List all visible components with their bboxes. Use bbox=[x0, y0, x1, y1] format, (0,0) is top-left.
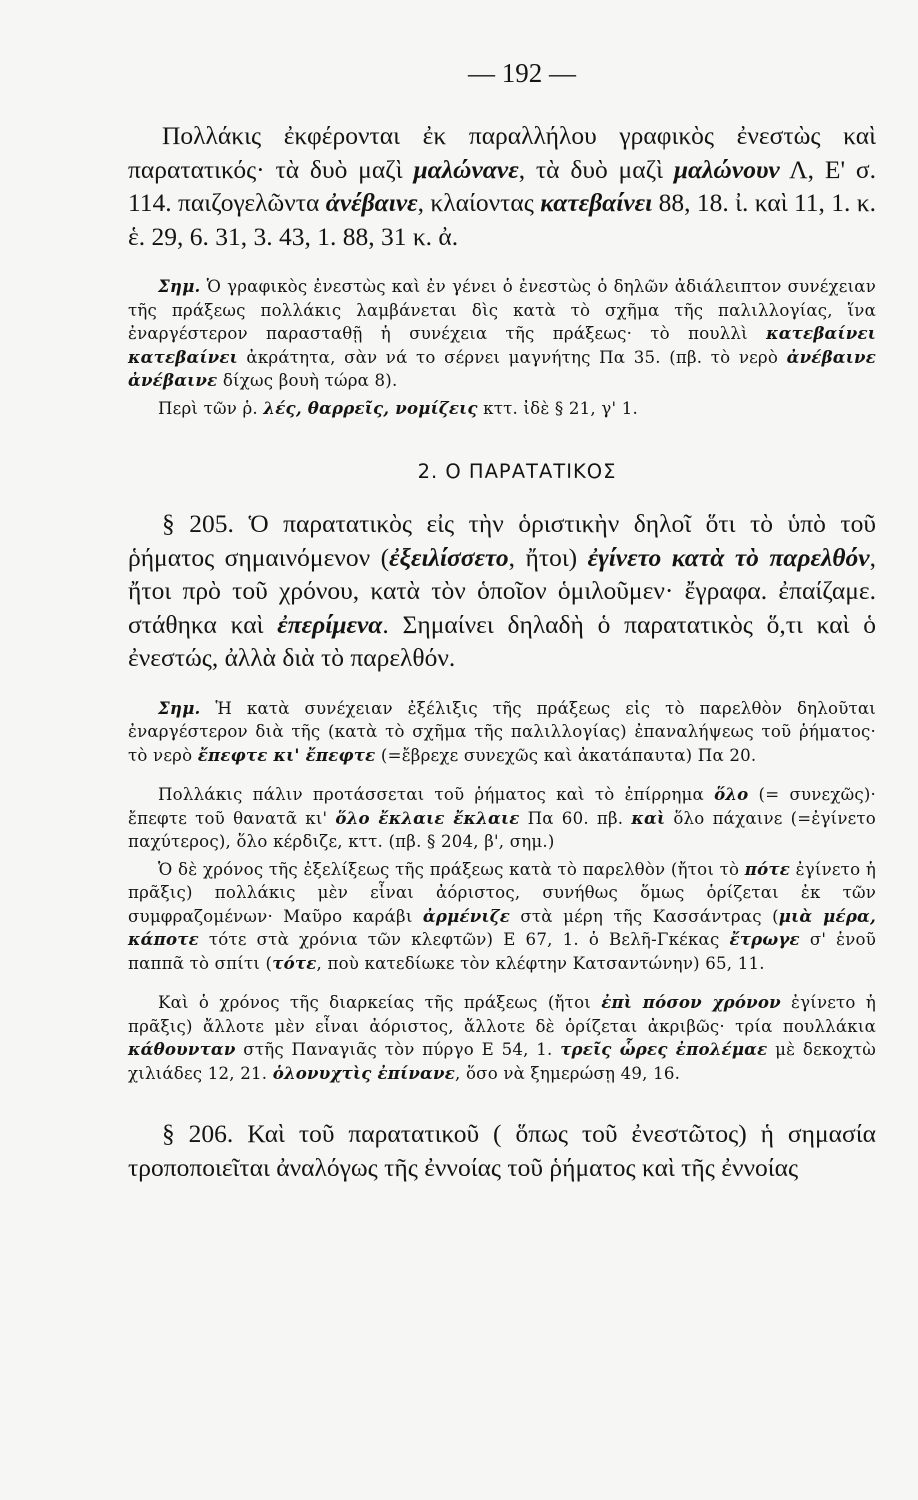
text-run: 88, 18. ἰ. καὶ 11, 1. κ. ἑ. 29, 6. 31, 3. 43, 1. 88, 31 κ. ἀ. bbox=[128, 188, 876, 251]
emphasis: ἀνέβαινε bbox=[325, 188, 418, 217]
note-repetition bbox=[128, 275, 876, 393]
emphasis: ἔτρωγε bbox=[729, 929, 800, 949]
text-run: στὰ μέρη τῆς Κασσάντρας ( bbox=[510, 906, 779, 926]
text-run: , κλαίοντας bbox=[417, 188, 541, 217]
emphasis: κάθουνταν bbox=[128, 1039, 236, 1059]
text-run: , ἤτοι) bbox=[508, 542, 588, 572]
emphasis: ἀρμένιζε bbox=[422, 905, 511, 926]
emphasis: ἐξειλίσσετο bbox=[389, 542, 509, 572]
text-run: , τὰ δυὸ μαζὶ bbox=[518, 154, 674, 184]
text-run: Πολλάκις πάλιν προτάσσεται τοῦ ῥήματος καὶ τὸ ἐπίρρημα bbox=[158, 785, 715, 804]
emphasis: ἐπὶ πόσον χρόνον bbox=[601, 992, 781, 1012]
emphasis: τότε bbox=[272, 952, 317, 973]
text-run: στῆς Παναγιᾶς τὸν πύργο Ε 54, 1. bbox=[235, 1040, 561, 1059]
paragraph-205 bbox=[128, 507, 876, 675]
emphasis: ἐπερίμενα bbox=[277, 609, 383, 639]
text-run: Ὁ γραφικὸς ἐνεστὼς καὶ ἐν γένει ὁ ἐνεστὼς ὁ δηλῶν ἀδιάλειπτον συνέχειαν τῆς πράξεως πολλάκις λαμβάνεται δὶς κατὰ τὸ σχῆμα τῆς παλιλλογίας, ἵνα ἐναργέστερον παρασταθῇ ἡ συνέχεια τῆς πράξεως· τὸ πουλλὶ bbox=[128, 277, 876, 343]
emphasis: ὁλονυχτὶς ἐπίνανε bbox=[272, 1062, 456, 1083]
emphasis: ἐγίνετο κατὰ τὸ παρελθόν bbox=[587, 542, 870, 572]
text-run: Ὁ δὲ χρόνος τῆς ἐξελίξεως τῆς πράξεως κατὰ τὸ παρελθὸν (ἤτοι τὸ bbox=[158, 859, 745, 879]
text-run: ἐγίνετο ἡ πρᾶξις) ἄλλοτε μὲν εἶναι ἀόριστος, ἄλλοτε δὲ ὁρίζεται ἀκριβῶς· τρία πουλλάκια bbox=[128, 993, 876, 1036]
text-run: , ποὺ κατεδίωκε τὸν κλέφτην Κατσαντώνην) 65, 11. bbox=[316, 953, 765, 973]
text-run: § 205. Ὁ παρατατικὸς εἰς τὴν ὁριστικὴν δηλοῖ ὅτι τὸ ὑπὸ τοῦ ῥήματος σημαινόμενον ( bbox=[128, 509, 876, 572]
emphasis: ὅλο ἔκλαιε ἔκλαιε bbox=[335, 807, 520, 828]
emphasis: ἀνέβαινε ἀνέβαινε bbox=[128, 346, 876, 390]
text-run: (= συνεχῶς)· ἔπεφτε τοῦ θανατᾶ κι' bbox=[128, 785, 876, 828]
text-run: κττ. ἰδὲ § 21, γ' 1. bbox=[477, 398, 638, 418]
text-run: Πα 60. πβ. bbox=[519, 808, 632, 828]
text-run: δίχως βουὴ τώρα 8). bbox=[217, 371, 398, 390]
text-run: Ἡ κατὰ συνέχειαν ἐξέλιξις τῆς πράξεως εἰς τὸ παρελθὸν δηλοῦται ἐναργέστερον διὰ τῆς (κατὰ τὸ σχῆμα τῆς παλιλλογίας) ἐπαναλήψεως τοῦ ῥήματος· τὸ νερὸ bbox=[128, 698, 876, 765]
emphasis: μιὰ μέρα, κάποτε bbox=[128, 905, 876, 949]
text-run: Καὶ ὁ χρόνος τῆς διαρκείας τῆς πράξεως (ἤτοι bbox=[158, 993, 602, 1012]
note-label: Σημ. bbox=[158, 697, 201, 718]
emphasis: μαλώνουν bbox=[673, 154, 780, 184]
text-run: μὲ δεκοχτὼ χιλιάδες 12, 21. bbox=[128, 1040, 877, 1083]
note-imperfect-repetition bbox=[128, 697, 876, 768]
note-olo-adverb bbox=[128, 783, 876, 854]
text-run: , ὅσο νὰ ξημερώσῃ 49, 16. bbox=[455, 1063, 681, 1083]
emphasis: τρεῖς ὧρες ἐπολέμαε bbox=[560, 1039, 768, 1059]
text-run: . Σημαίνει δηλαδὴ ὁ παρατατικὸς ὅ,τι καὶ ὁ ἐνεστώς, ἀλλὰ διὰ τὸ παρελθόν. bbox=[128, 609, 876, 672]
paragraph-historic-present bbox=[128, 119, 876, 253]
text-run: Λ, Ε' σ. 114. παιζογελῶντα bbox=[128, 154, 876, 217]
emphasis: πότε bbox=[744, 858, 791, 879]
emphasis: κατεβαίνει κατεβαίνει bbox=[128, 323, 876, 367]
emphasis: μαλώνανε bbox=[413, 154, 519, 184]
section-heading: 2. Ο ΠΑΡΑΤΑΤΙΚΟΣ bbox=[417, 460, 617, 483]
text-run: ἐγίνετο ἡ πρᾶξις) πολλάκις μὲν εἶναι ἀόριστος, συνήθως ὅμως ὁρίζεται ἐκ τῶν συμφραζομένων· Μαῦρο καράβι bbox=[128, 859, 876, 926]
emphasis: καὶ bbox=[631, 807, 666, 828]
note-label: Σημ. bbox=[158, 276, 201, 296]
text-run: Περὶ τῶν ῥ. bbox=[158, 398, 264, 418]
text-run: (=ἔβρεχε συνεχῶς καὶ ἀκατάπαυτα) Πα 20. bbox=[375, 745, 757, 765]
emphasis: κατεβαίνει bbox=[540, 188, 653, 217]
note-time-of-action bbox=[128, 858, 876, 976]
text-run: Πολλάκις ἐκφέρονται ἐκ παραλλήλου γραφικὸς ἐνεστὼς καὶ παρατατικός· τὰ δυὸ μαζὶ bbox=[128, 121, 876, 184]
text-run: τότε στὰ χρόνια τῶν κλεφτῶν) Ε 67, 1. ὁ Βελῆ-Γκέκας bbox=[198, 930, 730, 949]
emphasis: λές, θαρρεῖς, νομίζεις bbox=[263, 397, 478, 418]
text-run: ὅλο πάχαινε (=ἐγίνετο παχύτερος), ὅλο κέρδιζε, κττ. (πβ. § 204, β', σημ.) bbox=[128, 808, 876, 851]
note-cross-reference bbox=[128, 397, 876, 421]
text-run: σ' ἑνοῦ παππᾶ τὸ σπίτι ( bbox=[128, 930, 876, 973]
page-number: — 192 — bbox=[468, 58, 576, 88]
text-run: § 206. Καὶ τοῦ παρατατικοῦ ( ὅπως τοῦ ἐνεστῶτος) ἡ σημασία τροποποιεῖται ἀναλόγως τῆς ἐννοίας τοῦ ῥήματος καὶ τῆς ἐννοίας bbox=[128, 1119, 876, 1182]
emphasis: ὅλο bbox=[714, 784, 749, 804]
text-run: , ἤτοι πρὸ τοῦ χρόνου, κατὰ τὸν ὁποῖον ὁμιλοῦμεν· ἔγραφα. ἐπαίζαμε. στάθηκα καὶ bbox=[128, 542, 876, 639]
paragraph-206 bbox=[128, 1117, 876, 1184]
text-run: ἀκράτητα, σὰν νά το σέρνει μαγνήτης Πα 35. (πβ. τὸ νερὸ bbox=[237, 347, 787, 367]
emphasis: ἔπεφτε κι' ἔπεφτε bbox=[197, 744, 376, 765]
note-duration-of-action bbox=[128, 991, 876, 1085]
